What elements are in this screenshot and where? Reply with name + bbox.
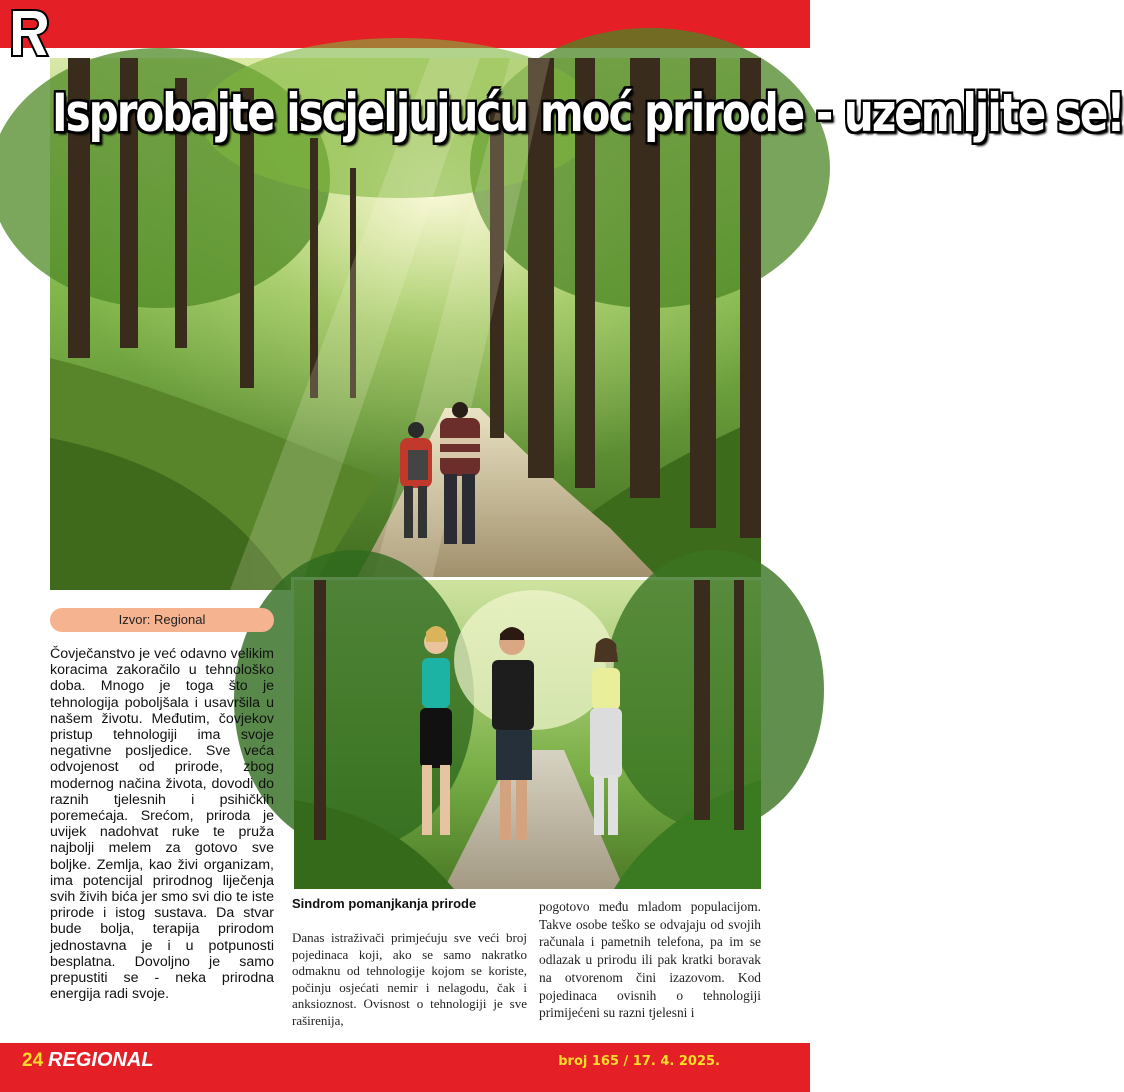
page-number: 24: [22, 1050, 44, 1071]
regional-r-logo: [8, 6, 50, 60]
source-label: Izvor: Regional: [50, 608, 274, 632]
column-3-text: pogotovo među mladom populacijom. Takve osobe teško se odvajaju od svojih računala i pametnih telefona, pa im se odlazak u prirodu ili pak kratki boravak na otvorenom čini izazovom. Kod pojedinaca ovisnih o tehnologiji primijećeni su razni tjelesni i: [539, 899, 761, 1021]
column-2-text: Danas istraživači primjećuju sve veći broj pojedinaca koji, ako se samo nakratko odmaknu od tehnologije kojom se koriste, počinju osjećati nemir i nelagodu, čak i anksioznost. Ovisnost o tehnologiji je sve raširenija,: [292, 930, 527, 1028]
headline: Isprobajte iscjeljujuću moć prirode - uzemljite se!: [52, 82, 1124, 144]
issue-info: broj 165 / 17. 4. 2025.: [558, 1054, 720, 1069]
walkers-photo: [291, 577, 761, 889]
section-heading: Sindrom pomanjkanja prirode: [292, 896, 477, 911]
footer-magazine-logo: REGIONAL: [48, 1049, 154, 1071]
lead-paragraph: Čovječanstvo je već odavno velikim koracima zakoračilo u tehnološko doba. Mnogo je toga što je tehnologija poboljšala i usavršila u našem životu. Međutim, čovjekov pristup tehnologiji ima svoje negativne posljedice. Sve veća odvojenost od prirode, zbog modernog načina života, dovodi do raznih tjelesnih i psihičkih poremećaja. Srećom, priroda je uvijek nadohvat ruke te pruža najbolji melem za gotovo sve boljke. Zemlja, kao živi organizam, ima potencijal prirodnog liječenja svih živih bića jer smo svi dio te iste prirode i istog sustava. Da stvar bude bolja, terapija prirodom jednostavna je i u potpunosti besplatna. Dovoljno je samo prepustiti se - neka prirodna energija radi svoje.: [50, 646, 274, 1003]
